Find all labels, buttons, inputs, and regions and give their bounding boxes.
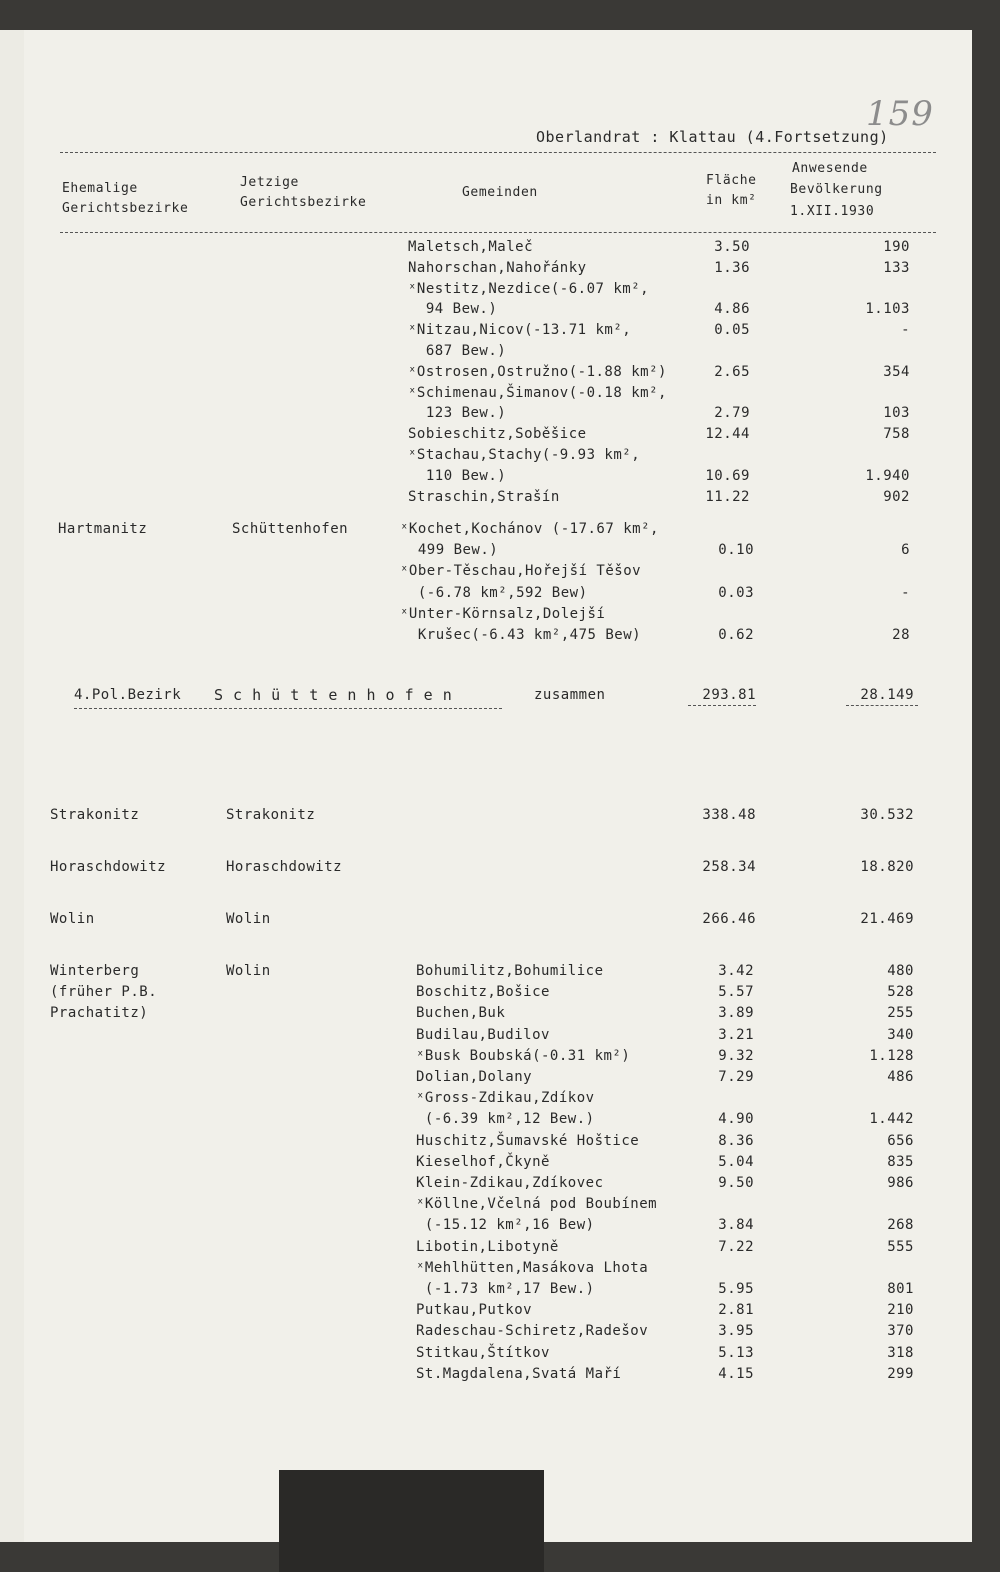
bevoelkerung-value: 370 [887, 1323, 914, 1340]
district-pop: 21.469 [860, 911, 914, 927]
bevoelkerung-value: 1.442 [869, 1111, 914, 1128]
gemeinde-name: ˣNestitz,Nezdice(-6.07 km², [408, 280, 650, 297]
flaeche-value: 1.36 [714, 259, 750, 276]
flaeche-value: 0.03 [718, 584, 754, 601]
gemeinde-name: 94 Bew.) [408, 301, 498, 318]
district-ehemalige: Strakonitz [50, 807, 140, 823]
district-area: 338.48 [702, 807, 756, 823]
summary-underline-name [74, 708, 502, 709]
summary-district-name: S c h ü t t e n h o f e n [214, 686, 453, 704]
winterberg-jetzige: Wolin [226, 963, 271, 979]
flaeche-value: 7.22 [718, 1238, 754, 1255]
flaeche-value: 4.15 [718, 1365, 754, 1382]
bevoelkerung-value: 210 [887, 1302, 914, 1319]
summary-underline-area [688, 705, 756, 706]
bevoelkerung-value: 656 [887, 1132, 914, 1149]
page-header: Oberlandrat : Klattau (4.Fortsetzung) [536, 128, 889, 146]
gemeinde-name: ˣUnter-Körnsalz,Dolejší [400, 605, 606, 622]
gemeinde-name: Huschitz,Šumavské Hoštice [416, 1132, 640, 1149]
gemeinde-name: ˣKöllne,Včelná pod Boubínem [416, 1196, 658, 1213]
flaeche-value: 4.90 [718, 1111, 754, 1128]
scan-shadow [279, 1470, 544, 1572]
flaeche-value: 2.81 [718, 1302, 754, 1319]
bevoelkerung-value: 103 [883, 405, 910, 422]
gemeinde-name: Straschin,Strašín [408, 488, 560, 505]
col-ehemalige-1: Ehemalige [62, 181, 138, 196]
flaeche-value: 3.89 [718, 1005, 754, 1022]
gemeinde-name: ˣOber-Těschau,Hořejší Těšov [400, 563, 642, 580]
hartmanitz-jetzige: Schüttenhofen [232, 521, 349, 537]
flaeche-value: 11.22 [705, 488, 750, 505]
gemeinde-name: ˣGross-Zdikau,Zdíkov [416, 1090, 595, 1107]
flaeche-value: 3.50 [714, 239, 750, 255]
district-ehemalige: Horaschdowitz [50, 859, 167, 875]
col-jetzige-2: Gerichtsbezirke [240, 195, 367, 210]
flaeche-value: 9.32 [718, 1047, 754, 1064]
header-rule-bottom [60, 232, 936, 233]
gemeinde-name: (-6.39 km²,12 Bew.) [416, 1111, 595, 1128]
bevoelkerung-value: 354 [883, 363, 910, 380]
gemeinde-name: St.Magdalena,Svatá Maří [416, 1365, 622, 1382]
page-number: 159 [866, 94, 934, 134]
district-pop: 30.532 [860, 807, 914, 823]
bevoelkerung-value: 528 [887, 984, 914, 1001]
gemeinde-name: Kieselhof,Čkyně [416, 1153, 550, 1170]
bevoelkerung-value: 902 [883, 488, 910, 505]
flaeche-value: 2.79 [714, 405, 750, 422]
summary-pop: 28.149 [860, 687, 914, 703]
flaeche-value: 7.29 [718, 1069, 754, 1085]
gemeinde-name: Klein-Zdikau,Zdíkovec [416, 1175, 604, 1191]
bevoelkerung-value: 340 [887, 1026, 914, 1043]
bevoelkerung-value: 1.940 [865, 467, 910, 484]
gemeinde-name: Buchen,Buk [416, 1005, 506, 1022]
bevoelkerung-value: 190 [883, 239, 910, 255]
flaeche-value: 3.84 [718, 1217, 754, 1234]
gemeinde-name: 687 Bew.) [408, 343, 507, 359]
bevoelkerung-value: 986 [887, 1175, 914, 1191]
gemeinde-name: 123 Bew.) [408, 405, 507, 422]
gemeinde-name: ˣOstrosen,Ostružno(-1.88 km²) [408, 363, 667, 380]
gemeinde-name: Maletsch,Maleč [408, 239, 534, 255]
bevoelkerung-value: 1.103 [865, 301, 910, 318]
gemeinde-name: Libotin,Libotyně [416, 1238, 559, 1255]
district-ehemalige: Wolin [50, 911, 95, 927]
gemeinde-name: Nahorschan,Nahořánky [408, 259, 587, 276]
winterberg-ehemalige-2: (früher P.B. [50, 984, 158, 1000]
gemeinde-name: ˣNitzau,Nicov(-13.71 km², [408, 322, 632, 339]
col-gemeinden: Gemeinden [462, 185, 538, 200]
bevoelkerung-value: - [901, 322, 910, 339]
gemeinde-name: Stitkau,Štítkov [416, 1344, 550, 1361]
gemeinde-name: Boschitz,Bošice [416, 984, 550, 1001]
gemeinde-name: ˣKochet,Kochánov (-17.67 km², [400, 521, 659, 537]
bevoelkerung-value: 28 [892, 627, 910, 643]
document-page [24, 30, 972, 1542]
flaeche-value: 0.10 [718, 542, 754, 559]
gemeinde-name: (-1.73 km²,17 Bew.) [416, 1281, 595, 1297]
summary-zusammen: zusammen [534, 687, 606, 703]
flaeche-value: 2.65 [714, 363, 750, 380]
gemeinde-name: ˣSchimenau,Šimanov(-0.18 km², [408, 384, 667, 401]
district-jetzige: Strakonitz [226, 807, 316, 823]
gemeinde-name: (-15.12 km²,16 Bew) [416, 1217, 595, 1234]
summary-underline-pop [846, 705, 918, 706]
gemeinde-name: ˣMehlhütten,Masákova Lhota [416, 1259, 649, 1276]
gemeinde-name: 110 Bew.) [408, 467, 507, 484]
bevoelkerung-value: 133 [883, 259, 910, 276]
bevoelkerung-value: 299 [887, 1365, 914, 1382]
bevoelkerung-value: 480 [887, 963, 914, 979]
gemeinde-name: Dolian,Dolany [416, 1069, 533, 1085]
district-area: 266.46 [702, 911, 756, 927]
bevoelkerung-value: 801 [887, 1281, 914, 1297]
gemeinde-name: (-6.78 km²,592 Bew) [400, 584, 588, 601]
winterberg-ehemalige-3: Prachatitz) [50, 1005, 149, 1021]
col-flaeche-1: Fläche [706, 173, 757, 188]
flaeche-value: 5.04 [718, 1153, 754, 1170]
bevoelkerung-value: - [901, 584, 910, 601]
header-rule-top [60, 152, 936, 153]
flaeche-value: 0.05 [714, 322, 750, 339]
summary-area: 293.81 [702, 687, 756, 703]
district-jetzige: Horaschdowitz [226, 859, 343, 875]
flaeche-value: 3.21 [718, 1026, 754, 1043]
flaeche-value: 10.69 [705, 467, 750, 484]
hartmanitz-ehemalige: Hartmanitz [58, 521, 148, 537]
flaeche-value: 5.13 [718, 1344, 754, 1361]
col-ehemalige-2: Gerichtsbezirke [62, 201, 189, 216]
bevoelkerung-value: 268 [887, 1217, 914, 1234]
col-flaeche-2: in km² [706, 193, 757, 208]
gemeinde-name: ˣStachau,Stachy(-9.93 km², [408, 447, 641, 463]
gemeinde-name: Sobieschitz,Soběšice [408, 426, 587, 443]
summary-label: 4.Pol.Bezirk [74, 687, 182, 703]
bevoelkerung-value: 1.128 [869, 1047, 914, 1064]
bevoelkerung-value: 835 [887, 1153, 914, 1170]
district-jetzige: Wolin [226, 911, 271, 927]
bevoelkerung-value: 255 [887, 1005, 914, 1022]
col-jetzige-1: Jetzige [240, 175, 299, 190]
gemeinde-name: ˣBusk Boubská(-0.31 km²) [416, 1047, 631, 1064]
col-bev-2: Bevölkerung [790, 182, 883, 197]
gemeinde-name: Radeschau-Schiretz,Radešov [416, 1323, 649, 1340]
district-area: 258.34 [702, 859, 756, 875]
bevoelkerung-value: 758 [883, 426, 910, 443]
gemeinde-name: 499 Bew.) [400, 542, 499, 559]
gemeinde-name: Putkau,Putkov [416, 1302, 533, 1319]
winterberg-ehemalige-1: Winterberg [50, 963, 140, 979]
bevoelkerung-value: 486 [887, 1069, 914, 1085]
flaeche-value: 5.57 [718, 984, 754, 1001]
flaeche-value: 12.44 [705, 426, 750, 443]
col-bev-1: Anwesende [792, 161, 868, 176]
previous-page-edge [0, 30, 25, 1542]
bevoelkerung-value: 6 [901, 542, 910, 559]
flaeche-value: 9.50 [718, 1175, 754, 1191]
gemeinde-name: Krušec(-6.43 km²,475 Bew) [400, 627, 642, 643]
flaeche-value: 0.62 [718, 627, 754, 643]
col-bev-3: 1.XII.1930 [790, 204, 875, 219]
flaeche-value: 4.86 [714, 301, 750, 318]
bevoelkerung-value: 555 [887, 1238, 914, 1255]
gemeinde-name: Bohumilitz,Bohumilice [416, 963, 604, 979]
flaeche-value: 5.95 [718, 1281, 754, 1297]
gemeinde-name: Budilau,Budilov [416, 1026, 550, 1043]
district-pop: 18.820 [860, 859, 914, 875]
flaeche-value: 8.36 [718, 1132, 754, 1149]
flaeche-value: 3.95 [718, 1323, 754, 1340]
bevoelkerung-value: 318 [887, 1344, 914, 1361]
flaeche-value: 3.42 [718, 963, 754, 979]
